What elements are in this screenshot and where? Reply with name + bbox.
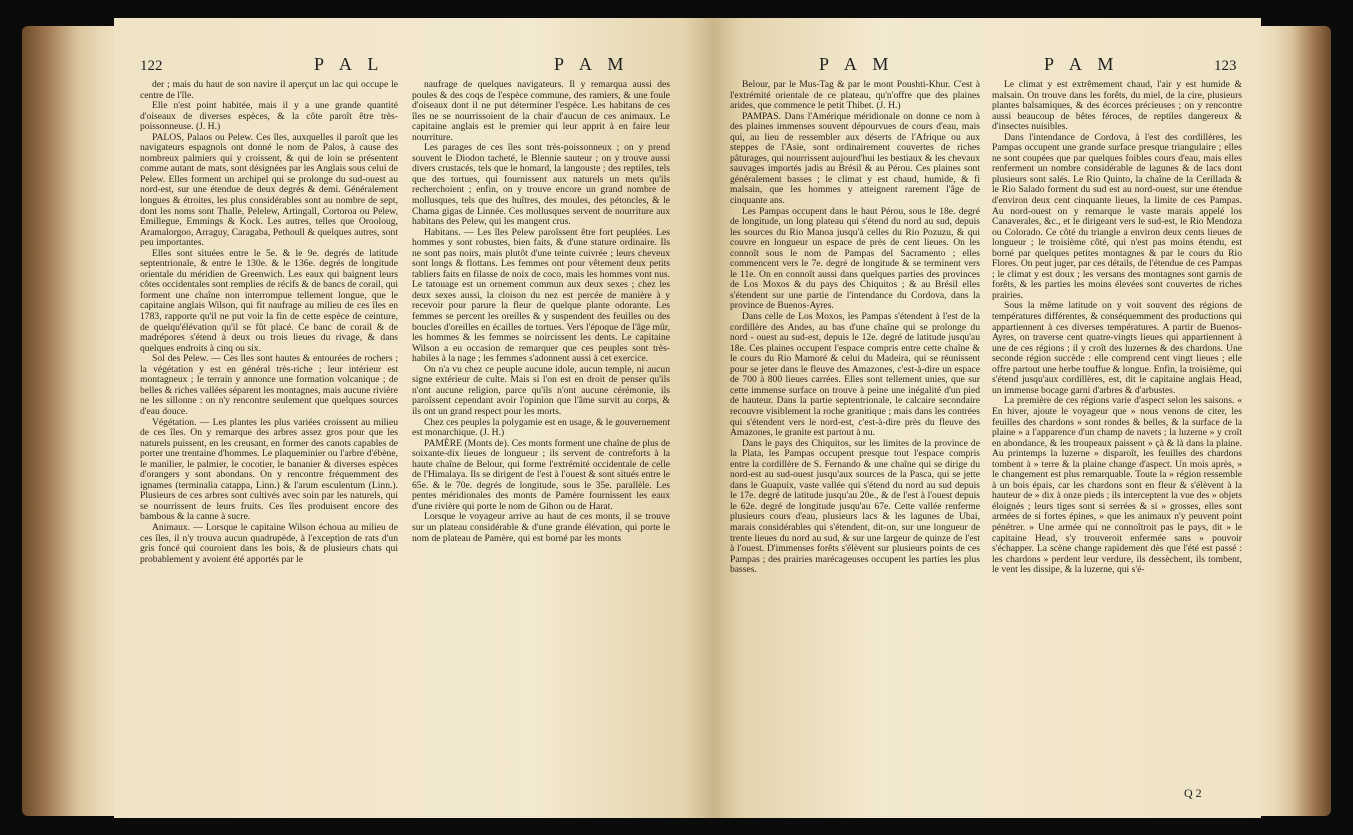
- paragraph: Elle n'est point habitée, mais il y a une grande quantité d'oiseaux de diverses espèces, & la côte paroît être très-poissonneuse. (J. H.): [140, 100, 398, 133]
- right-header-right: P A M: [1044, 54, 1120, 74]
- right-header-left: P A M: [819, 54, 895, 74]
- left-page: [114, 18, 714, 818]
- right-page-edges: [1261, 26, 1331, 816]
- paragraph: Les parages de ces îles sont très-poissonneux ; on y prend souvent le Diodon tacheté, le Blennie sauteur ; on y trouve aussi divers crustacés, tels que le homard, la langouste ; des reptiles, tels que des tortues, qui fournissent aux naturels un mets qu'ils recherchoient ; enfin, on y trouve encore un grand nombre de mollusques, tels que des huîtres, des moules, des pétoncles, & le Chama gigas de Linnée. Ces mollusques servent de nourriture aux habitans des Pelew, qui les mangent crus.: [412, 142, 670, 228]
- paragraph: PAMÈRE (Monts de). Ces monts forment une chaîne de plus de soixante-dix lieues de longueur ; ils servent de contreforts à la haute chaîne de Belour, qui forme l'extrémité occidentale de celle de l'Himalaya. Ils se dirigent de l'est à l'ouest & sont situés entre le 65e. & le 70e. degrés de longitude, sous le 35e. parallèle. Les pentes méridionales des monts de Pamère fournissent les eaux d'une rivière qui porte le nom de Gihon ou de Harat.: [412, 437, 670, 512]
- paragraph: Les Pampas occupent dans le haut Pérou, sous le 18e. degré de longitude, un long plateau qui s'étend du nord au sud, depuis les sources du Rio Manoa jusqu'à celles du Rio Pozuzu, & qui couvre en longueur un espace de près de cent lieues. On les connoît sous le nom de Pampas del Sacramento ; elles commencent vers le 7e. degré de longitude & se terminent vers le 11e. On en connoît aussi dans quelques parties des provinces de Los Moxos & du pays des Chiquitos ; & au Brésil elles s'étendent sur une partie de l'intendance du Cordova, dans la province de Buenos-Ayres.: [730, 205, 980, 312]
- paragraph: PAMPAS. Dans l'Amérique méridionale on donne ce nom à des plaines immenses souvent dépourvues de cours d'eau, mais qui, au lieu de ressembler aux déserts de l'Afrique ou aux steppes de l'Asie, sont ordinairement couvertes de riches pâturages, qui nourrissent aujourd'hui les bestiaux & les chevaux sauvages importés jadis au Brésil & au Pérou. Ces plaines sont généralement basses ; le climat y est chaud, humide, & fi malsain, que les hommes y atteignent rarement l'âge de cinquante ans.: [730, 110, 980, 207]
- paragraph: Belour, par le Mus-Tag & par le mont Poushti-Khur. C'est à l'extrémité orientale de ce plateau, qu'n'offre que des plaines arides, que commence le petit Thibet. (J. H.): [730, 80, 980, 112]
- signature-mark: Q 2: [1184, 786, 1202, 800]
- paragraph: Dans l'intendance de Cordova, à l'est des cordillères, les Pampas occupent une grande surface presque triangulaire ; elles ne sont coupées que par quelques foibles cours d'eau, mais elles renferment un nombre considérable de lagunes & de lacs dont plusieurs sont salés. Le Rio Quinto, la chaîne de la Cerillada & le Rio Salado forment du sud est au nord-ouest, sur une étendue d'environ deux cent cinquante lieues, la limite de ces Pampas. Au nord-ouest on y remarque le vaste marais appelé los Canaverales, &c., et le dirigeant vers le sud-est, le Rio Mendoza ou Colorado. Ce côté du triangle a environ deux cents lieues de longueur ; le troisième côté, qui n'est pas moins étendu, est borné par quelques petites montagnes & par le cours du Rio Flores. On peut juger, par ces détails, de l'étendue de ces Pampas ; le climat y est doux ; les versans des montagnes sont garnis de forêts, & les parties les moins élevées sont couvertes de riches prairies.: [992, 131, 1242, 301]
- right-column-1: [730, 80, 980, 780]
- left-page-edges: [22, 26, 122, 816]
- right-page-number: 123: [1214, 58, 1237, 74]
- paragraph: Chez ces peuples la polygamie est en usage, & le gouvernement est monarchique. (J. H.): [412, 416, 670, 439]
- paragraph: Lorsque le voyageur arrive au haut de ces monts, il se trouve sur un plateau considérable & d'une grande élévation, qui porte le nom de plateau de Pamère, qui est borné par les monts: [412, 511, 670, 544]
- left-header-left: P A L: [314, 54, 385, 74]
- paragraph: PALOS, Palaos ou Pelew. Ces îles, auxquelles il paroît que les navigateurs espagnols ont donné le nom de Palos, à cause des nombreux palmiers qui y croissent, & qui de loin se présentent comme autant de mats, sont désignées par les Anglais sous celui de Pelew. Elles forment un archipel qui se prolonge du sud-ouest au nord-est, sur une étendue de deux degrés & demi. Généralement longues & étroites, les plus considérables sont au nombre de sept, dont les noms sont Thalle, Pelelew, Artingall, Cortoroa ou Pelew, Emillegue, Emmings & Kock. Les autres, telles que Orooloug, Aramalorgoo, Arraguy, Caragaba, Pethoull & quelques autres, sont peu importantes.: [140, 131, 398, 249]
- right-page: [714, 18, 1261, 818]
- open-book: [22, 18, 1331, 818]
- left-column-1: [140, 80, 398, 780]
- paragraph: Le climat y est extrêmement chaud, l'air y est humide & malsain. On trouve dans les forêts, du miel, de la cire, plusieurs plantes balsamiques, & des écorces précieuses ; on y rencontre aussi beaucoup de bêtes féroces, de reptiles dangereux & d'insectes nuisibles.: [992, 80, 1242, 133]
- left-header-right: P A M: [554, 54, 630, 74]
- paragraph: Elles sont situées entre le 5e. & le 9e. degrés de latitude septentrionale, & entre le 130e. & le 136e. degrés de longitude orientale du méridien de Greenwich. Les eaux qui baignent leurs côtes occidentales sont remplies de récifs & de bancs de corail, qui forment une chaîne non interrompue tellement longue, que le capitaine anglais Wilson, qui fit naufrage au milieu de ces îles en 1783, rapporte qu'il ne put voir la fin de cette espèce de ceinture, de quelqu'élévation qu'il se fût placé. Ce banc de corail & de madrépores s'étend à deux ou trois lieues du rivage, & dans quelques endroits à cinq ou six.: [140, 247, 398, 354]
- right-column-2: [992, 80, 1242, 780]
- paragraph: naufrage de quelques navigateurs. Il y remarqua aussi des poules & des coqs de l'espèce commune, des ramiers, & une foule d'oiseaux dont il ne put déterminer l'espèce. Les habitans de ces îles ne se nourrissoient de la chair d'aucun de ces animaux. Le capitaine anglais est le premier qui leur apprit à en faire leur nourriture.: [412, 80, 670, 143]
- paragraph: Habitans. — Les îles Pelew paroîssent être fort peuplées. Les hommes y sont robustes, bien faits, & d'une stature ordinaire. Ils ne sont pas noirs, mais plutôt d'une teinte cuivrée ; leurs cheveux sont longs & flottans. Les femmes ont pour vêtement deux petits tabliers faits en filasse de noix de coco, mais les hommes vont nus. Le tatouage est un ornement commun aux deux sexes ; chez les deux sexes aussi, la cloison du nez est percée de manière à y recevoir pour parure la fleur de quelque plante odorante. Les femmes se percent les oreilles & y suspendent des feuilles ou des boucles d'oreilles en écailles de tortues. Vers l'époque de l'âge mûr, les hommes & les femmes se noircissent les dents. Le capitaine Wilson a eu occasion de remarquer que ces peuples sont très-habiles à la nage ; les femmes s'adonnent aussi à cet exercice.: [412, 226, 670, 365]
- paragraph: Végétation. — Les plantes les plus variées croissent au milieu de ces îles. On y remarque des arbres assez gros pour que les naturels puissent, en les creusant, en former des canots capables de porter une trentaine d'hommes. Le plaqueminier ou l'arbre d'ébène, le manilier, le palmier, le cocotier, le bananier & diverses espèces d'orangers y sont abondans. On y rencontre fréquemment des ignames (terminalia catappa, Linn.) & l'arum esculentum (Linn.). Plusieurs de ces arbres sont cultivés avec soin par les naturels, qui se nourrissent de leurs fruits. Ces îles produisent encore des bambous & la canne à sucre.: [140, 416, 398, 523]
- paragraph: Sous la même latitude on y voit souvent des régions de températures différentes, & conséquemment des productions qui appartiennent à ces diverses températures. A partir de Buenos-Ayres, on traverse cent quatre-vingts lieues qui appartiennent à une de ces régions ; il y croît des luzernes & des chardons. Une seconde région succède : elle comprend cent vingt lieues ; elle offre partout une herbe touffue & longue. Enfin, la troisième, qui s'étend jusqu'aux cordillères, est, dit le capitaine anglais Head, un immense bocage garni d'arbres & d'arbustes.: [992, 300, 1242, 396]
- paragraph: Dans celle de Los Moxos, les Pampas s'étendent à l'est de la cordillère des Andes, au bas d'une chaîne qui se prolonge du nord - ouest au sud-est, depuis le 12e. degré de latitude jusqu'au 18e. Ces plaines occupent l'espace compris entre cette chaîne & le cours du Rio Mamoré & celui du Madeira, qui se réunissent pour se jeter dans le fleuve des Amazones, c'est-à-dire un espace de 700 à 800 lieues carrées. Elles sont tellement unies, que sur cette immense surface on trouve à peine une inégalité d'un pied de hauteur. Dans la partie septentrionale, le calcaire secondaire recouvre visiblement la roche granitique ; mais dans les contrées qui s'étendent vers le nord-est, c'est-à-dire près du fleuve des Amazones, le granite est partout à nu.: [730, 311, 980, 439]
- left-page-number: 122: [140, 58, 163, 74]
- paragraph: La première de ces régions varie d'aspect selon les saisons. « En hiver, ajoute le voyageur que » nous venons de citer, les feuilles des chardons » sont rondes & belles, & la surface de la plaine » a l'apparence d'un champ de navets ; la luzerne » y croît en abondance, & les troupeaux paissent » çà & là dans la plaine. Au printemps la luzerne » disparoît, les feuilles des chardons tombent à » terre & la plaine change d'aspect. Un mois après, » le changement est plus remarquable. Toute la » région ressemble à un bois épais, car les chardons sont en fleur & s'élèvent à la hauteur de » dix à onze pieds ; ils interceptent la vue des » objets éloignés ; leurs tiges sont si serrées & si » grosses, elles sont armées de si fortes épines, » que les animaux n'y peuvent point pénétrer. » Une armée qui ne connoîtroit pas le pays, dit » le capitaine Head, s'y trouveroit enfermée sans » pouvoir s'échapper. La scène change rapidement dès que l'été est passé : les chardons » perdent leur verdure, ils dessèchent, ils tombent, le vent les dissipe, & la luzerne, qui s'é-: [992, 395, 1242, 576]
- paragraph: Sol des Pelew. — Ces îles sont hautes & entourées de rochers ; la végétation y est en général très-riche ; leur intérieur est montagneux ; le terrain y annonce une formation volcanique ; de belles & riches vallées séparent les montagnes, mais aucune rivière ne les sillonne : on n'y rencontre seulement que quelques sources d'eau douce.: [140, 353, 398, 417]
- left-column-2: [412, 80, 670, 780]
- paragraph: Dans le pays des Chiquitos, sur les limites de la province de la Plata, les Pampas occupent presque tout l'espace compris entre la cordillère de S. Fernando & une chaîne qui se dirige du nord-est au sud-ouest jusqu'aux sources de la Pasca, qui se jette dans le Guapuix, vaste vallée qui s'étend du nord au sud depuis le 17e. degré de latitude jusqu'au 20e., & de l'est à l'ouest depuis le 62e. degré de longitude jusqu'au 67e. Cette vallée renferme plusieurs cours d'eau, plusieurs lacs & les lagunes de Ubai, marais considérables qui s'étendent, dit-on, sur une longueur de trente lieues du nord au sud, & sur une largeur de quinze de l'est à l'ouest. D'immenses forêts s'élèvent sur plusieurs points de ces Pampas ; des prairies marécageuses occupent les parties les plus basses.: [730, 437, 980, 576]
- paragraph: Animaux. — Lorsque le capitaine Wilson échoua au milieu de ces îles, il n'y trouva aucun quadrupède, à l'exception de rats d'un gris foncé qui couroient dans les bois, & de plusieurs chats qui probablement y avoient été apportés par le: [140, 521, 398, 565]
- paragraph: On n'a vu chez ce peuple aucune idole, aucun temple, ni aucun signe extérieur de culte. Mais si l'on est en droit de penser qu'ils n'ont aucune religion, parce qu'ils n'ont aucune cérémonie, ils paroîssent cependant avoir l'opinion que l'âme survit au corps, & ils ont un grand respect pour les morts.: [412, 363, 670, 417]
- paragraph: der ; mais du haut de son navire il aperçut un lac qui occupe le centre de l'île.: [140, 80, 398, 101]
